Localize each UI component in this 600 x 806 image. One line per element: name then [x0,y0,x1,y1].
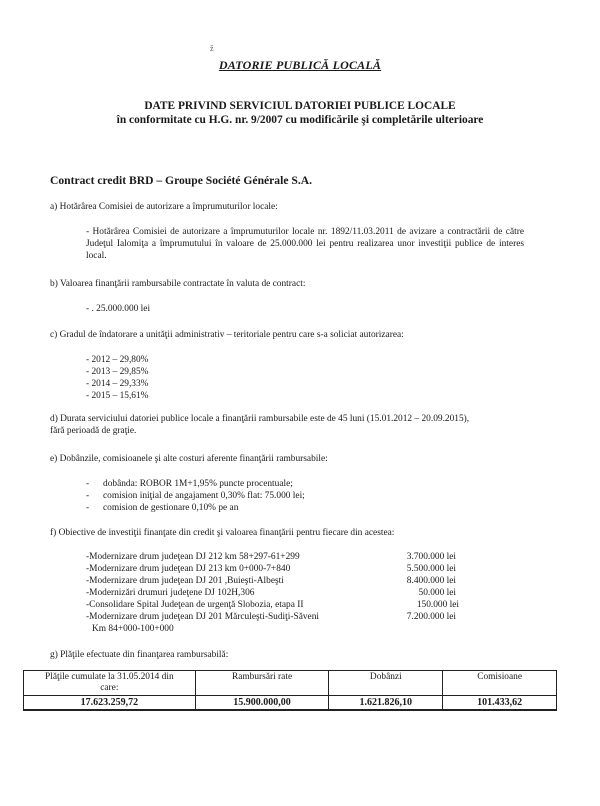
cost-item-text: comision de gestionare 0,10% pe an [103,503,239,513]
cost-item-text: dobânda: ROBOR 1M+1,95% puncte procentuale; [103,479,293,489]
cost-item-management-fee [0,502,600,514]
subtitle-line-1: DATE PRIVIND SERVICIUL DATORIEI PUBLICE LOCALE [144,100,456,112]
page-title: DATORIE PUBLICĂ LOCALĂ [218,58,382,72]
value-cumulative-payments: 17.623.259,72 [24,696,196,711]
cost-bullet: - [86,491,90,501]
section-a-heading: a) Hotărârea Comisiei de autorizare a împrumuturilor locale: [50,202,278,212]
section-b-value: - . 25.000.000 lei [86,304,151,314]
table-row [24,696,557,711]
section-b-heading: b) Valoarea finanţării rambursabile contractate în valuta de contract: [50,279,306,289]
cost-item-text: comision iniţial de angajament 0,30% flat: 75.000 lei; [103,491,305,501]
objective-continuation: Km 84+000-100+000 [92,624,174,634]
value-interest: 1.621.826,10 [329,696,443,711]
objective-name: -Modernizare drum judeţean DJ 201 Mărculeşti-Sudiţi-Săveni [86,612,320,622]
objective-name: -Modernizări drumuri judeţene DJ 102H,306 [86,588,255,598]
objective-name: -Consolidare Spital Judeţean de urgenţă Slobozia, etapa II [86,600,304,610]
objective-name: -Modernizare drum judeţean DJ 213 km 0+000-7+840 [86,564,291,574]
objective-value: 3.700.000 lei [406,552,456,562]
indebtedness-2014: - 2014 – 29,33% [86,379,149,389]
objective-value: 150.000 lei [416,600,459,610]
section-f-heading: f) Obiective de investiţii finanţate din credit şi valoarea finanţării pentru fiecare din acestea: [50,528,395,538]
objective-name: -Modernizare drum judeţean DJ 212 km 58+297-61+299 [86,552,300,562]
section-d-line-2: fără perioadă de graţie. [50,426,137,436]
objective-value: 5.500.000 lei [406,564,456,574]
header-interest: Dobânzi [329,671,443,696]
header-commissions: Comisioane [443,671,557,696]
table-header-row [24,671,557,696]
indebtedness-2015: - 2015 – 15,61% [86,391,149,401]
objective-value: 50.000 lei [418,588,456,598]
objective-name: -Modernizare drum judeţean DJ 201 ,Buieşti-Albeşti [86,576,284,586]
objective-value: 8.400.000 lei [406,576,456,586]
indebtedness-2012: - 2012 – 29,80% [86,355,149,365]
section-e-heading: e) Dobânzile, comisioanele şi alte costuri aferente finanţării rambursabile: [50,454,328,464]
cost-item-initial-fee [0,490,600,502]
indebtedness-2013: - 2013 – 29,85% [86,367,149,377]
header-rate-repayments: Rambursări rate [195,671,329,696]
subtitle-line-2: în conformitate cu H.G. nr. 9/2007 cu modificările şi completările ulterioare [116,114,484,126]
header-cumulative-payments: Plăţile cumulate la 31.05.2014 din care: [24,671,196,696]
section-c-heading: c) Gradul de îndatorare a unităţii administrativ – teritoriale pentru care s-a soliciat autorizarea: [50,330,404,340]
section-d-line-1: d) Durata serviciului datoriei publice locale a finanţării rambursabile este de 45 luni (15.01.2012 – 20.09.2015), [50,414,470,424]
payments-table [23,670,557,711]
scan-mark: ž [210,44,214,53]
contract-title: Contract credit BRD – Groupe Société Générale S.A. [50,174,312,187]
cost-item-interest [0,478,600,490]
value-commissions: 101.433,62 [443,696,557,711]
cost-bullet: - [86,503,90,513]
objective-value: 7.200.000 lei [406,612,456,622]
section-a-text: - Hotărârea Comisiei de autorizare a împrumuturilor locale nr. 1892/11.03.2011 de avizare a contractării de către Judeţul Ialomiţa a împrumutului în valoare de 25.000.000 lei pentru realizarea unor investiţii publice de interes local. [86,227,524,261]
value-rate-repayments: 15.900.000,00 [195,696,329,711]
cost-bullet: - [86,479,90,489]
section-g-heading: g) Plăţile efectuate din finanţarea rambursabilă: [50,650,229,660]
